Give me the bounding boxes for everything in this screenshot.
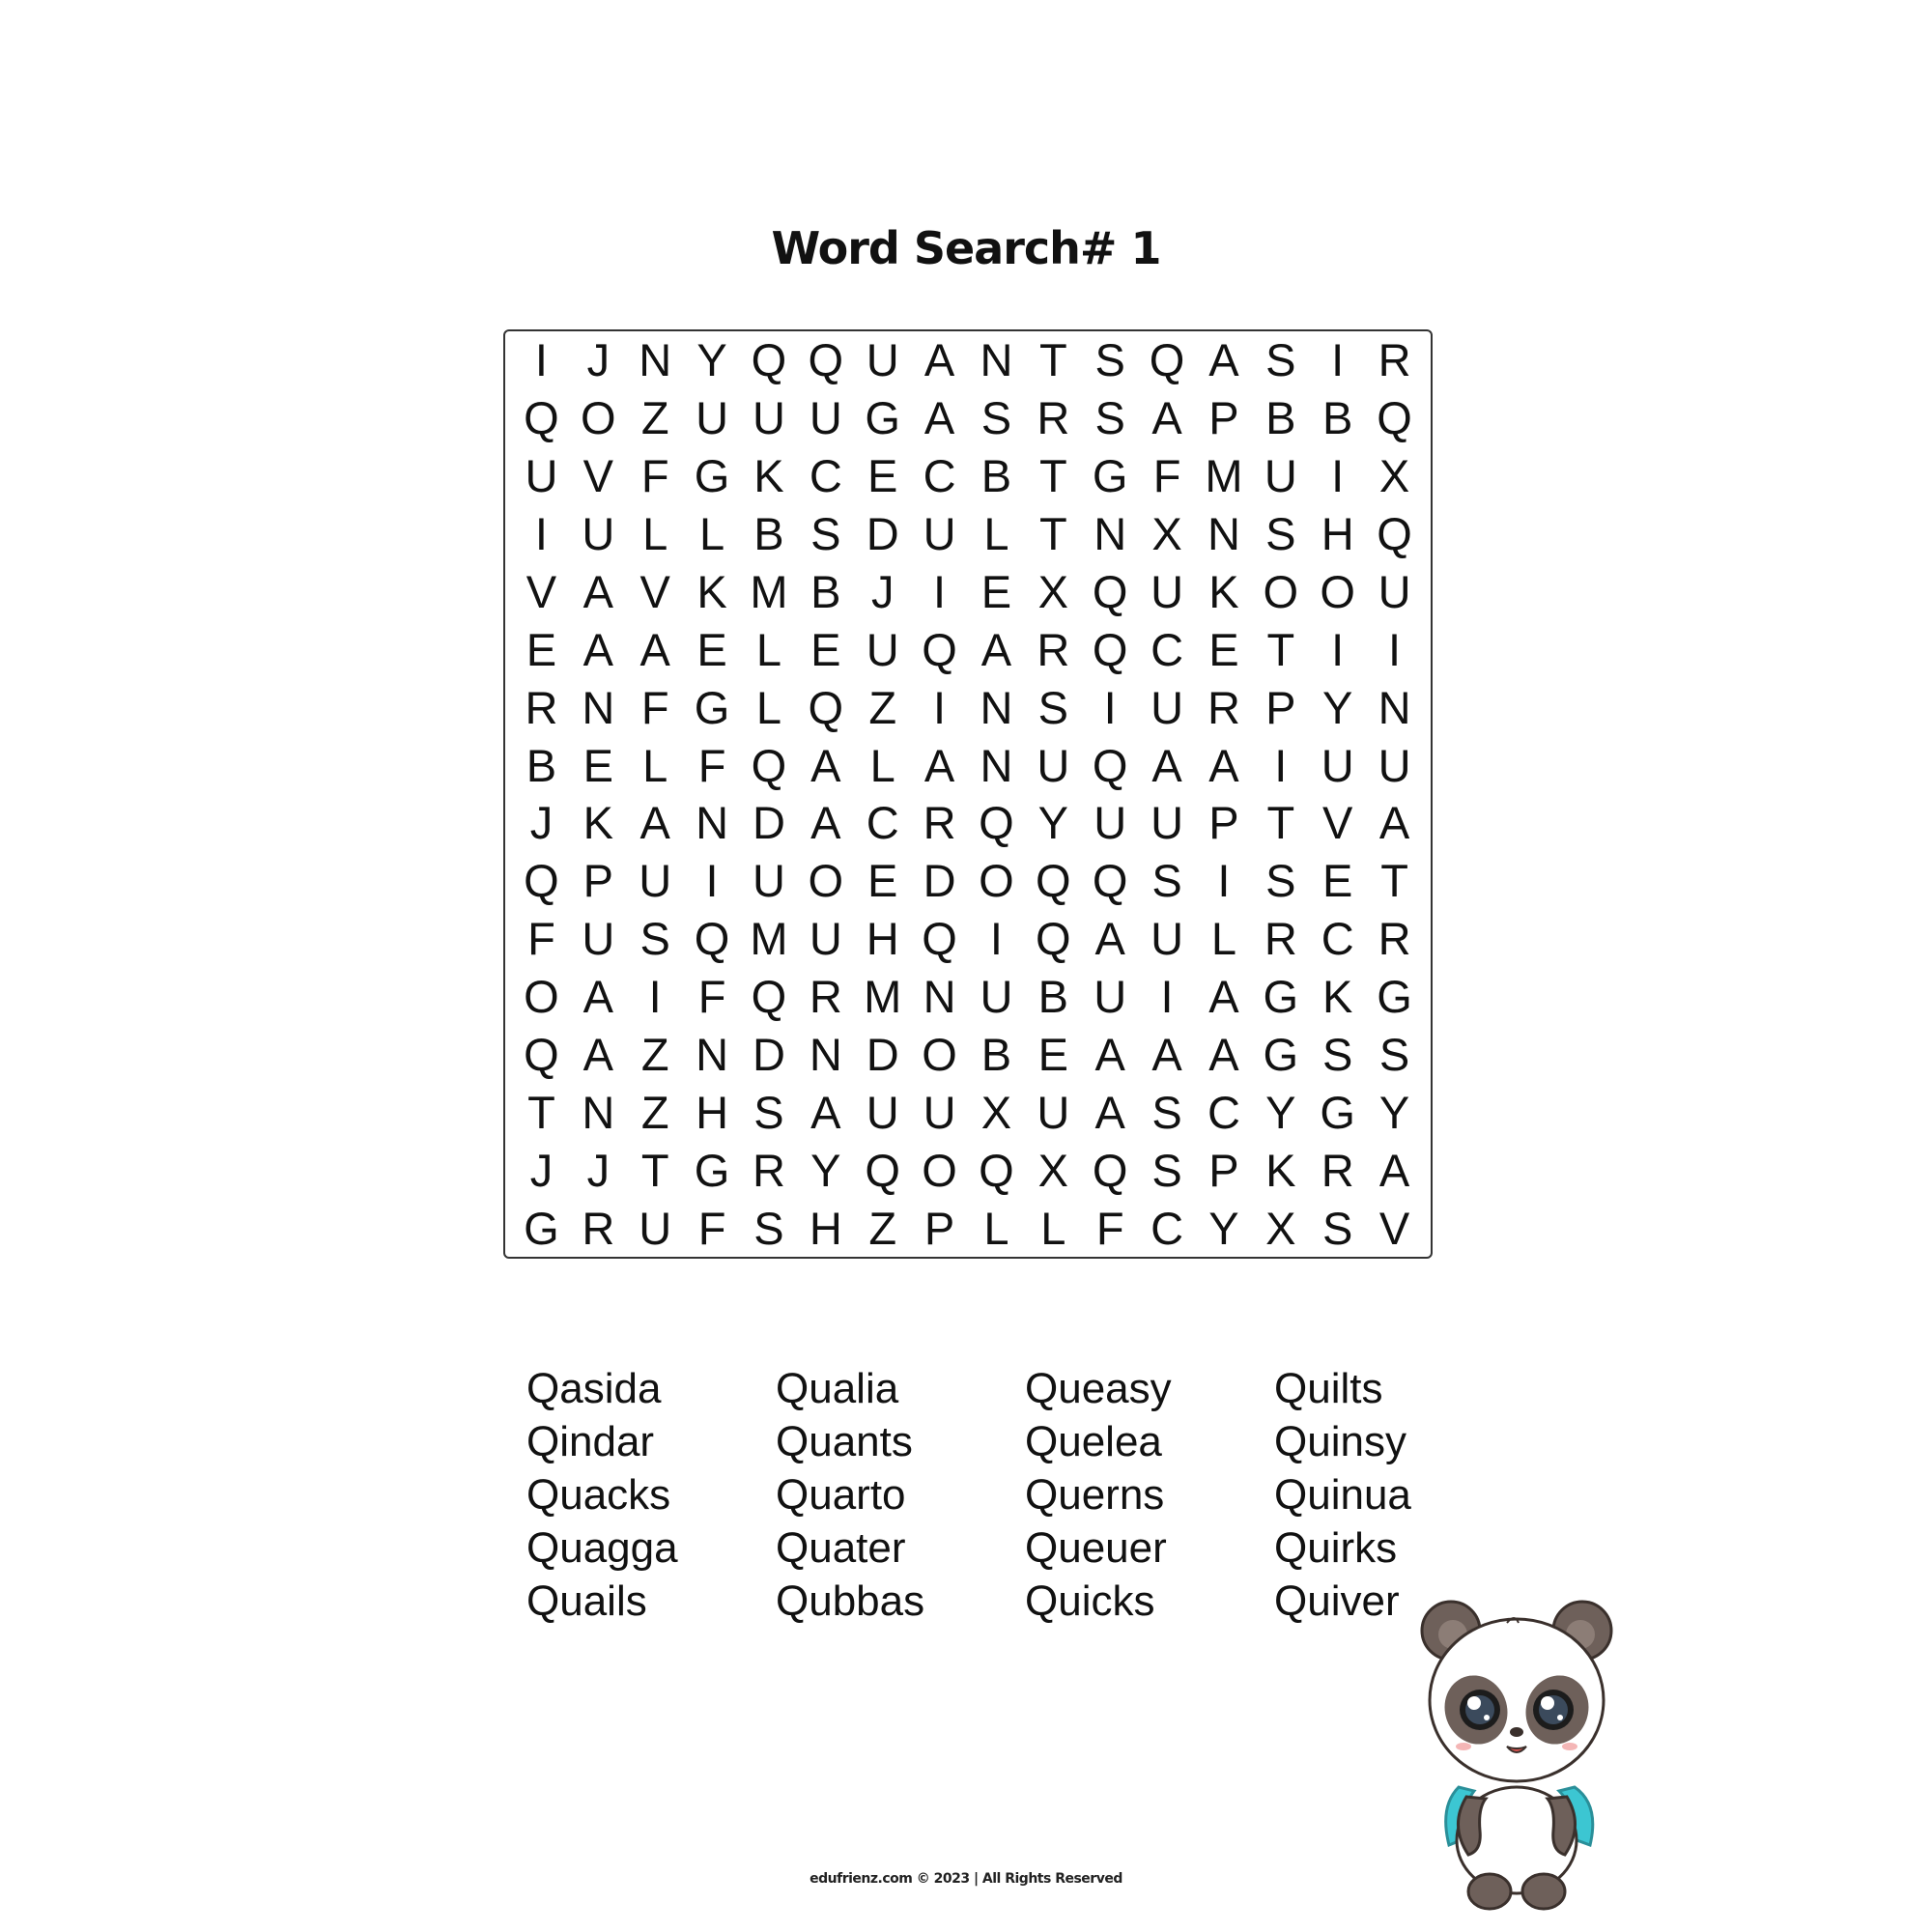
grid-cell: N bbox=[1094, 508, 1127, 560]
grid-cell: S bbox=[1151, 1086, 1182, 1138]
grid-cell: T bbox=[1266, 797, 1295, 849]
grid-cell: R bbox=[1037, 392, 1070, 444]
grid-cell: Z bbox=[868, 1202, 897, 1254]
grid-cell: Q bbox=[808, 681, 844, 733]
word-list-item: Quilts bbox=[1274, 1365, 1383, 1412]
word-list-item: Quater bbox=[776, 1524, 906, 1572]
word-list-item: Queasy bbox=[1025, 1365, 1172, 1412]
grid-cell: B bbox=[1322, 392, 1353, 444]
grid-cell: L bbox=[642, 739, 668, 791]
grid-cell: A bbox=[582, 971, 613, 1023]
word-search-grid bbox=[503, 329, 1433, 1259]
grid-cell: Q bbox=[1092, 855, 1128, 907]
grid-cell: V bbox=[1322, 797, 1353, 849]
word-list-item: Quarto bbox=[776, 1471, 906, 1519]
grid-cell: K bbox=[1322, 971, 1353, 1023]
grid-cell: B bbox=[810, 565, 841, 617]
grid-cell: V bbox=[582, 450, 613, 502]
grid-cell: Q bbox=[524, 855, 559, 907]
grid-cell: S bbox=[1094, 334, 1125, 386]
grid-cell: K bbox=[696, 565, 727, 617]
grid-cell: J bbox=[586, 334, 611, 386]
grid-cell: R bbox=[1378, 334, 1411, 386]
grid-cell: A bbox=[1208, 1028, 1239, 1080]
grid-cell: A bbox=[810, 1086, 841, 1138]
grid-cell: Q bbox=[1149, 334, 1185, 386]
grid-cell: B bbox=[980, 1028, 1012, 1080]
grid-cell: K bbox=[582, 797, 613, 849]
grid-cell: Y bbox=[1037, 797, 1068, 849]
grid-cell: G bbox=[865, 392, 900, 444]
grid-cell: N bbox=[1378, 681, 1411, 733]
grid-cell: U bbox=[752, 392, 785, 444]
grid-cell: U bbox=[1321, 739, 1354, 791]
grid-cell: A bbox=[1378, 797, 1410, 849]
grid-cell: Q bbox=[1092, 623, 1128, 675]
grid-cell: B bbox=[1037, 971, 1068, 1023]
grid-cell: U bbox=[1151, 797, 1184, 849]
grid-cell: Q bbox=[694, 913, 730, 965]
grid-cell: F bbox=[1095, 1202, 1124, 1254]
grid-cell: L bbox=[755, 623, 781, 675]
grid-cell: A bbox=[582, 1028, 613, 1080]
grid-cell: R bbox=[923, 797, 956, 849]
grid-cell: S bbox=[753, 1202, 784, 1254]
grid-cell: Q bbox=[1092, 739, 1128, 791]
grid-cell: P bbox=[1208, 797, 1239, 849]
grid-cell: F bbox=[697, 739, 726, 791]
grid-cell: I bbox=[534, 334, 548, 386]
grid-cell: B bbox=[526, 739, 557, 791]
grid-cell: T bbox=[1266, 623, 1295, 675]
grid-cell: Z bbox=[868, 681, 897, 733]
grid-cell: L bbox=[1210, 913, 1236, 965]
grid-cell: H bbox=[809, 1202, 842, 1254]
grid-cell: J bbox=[529, 797, 554, 849]
grid-cell: G bbox=[1263, 1028, 1299, 1080]
grid-cell: S bbox=[1151, 855, 1182, 907]
grid-cell: T bbox=[640, 1144, 669, 1196]
grid-cell: Q bbox=[865, 1144, 900, 1196]
grid-cell: A bbox=[810, 797, 841, 849]
grid-cell: A bbox=[639, 623, 670, 675]
grid-cell: S bbox=[1378, 1028, 1410, 1080]
grid-cell: E bbox=[980, 565, 1012, 617]
grid-cell: U bbox=[639, 855, 672, 907]
grid-cell: U bbox=[1151, 565, 1184, 617]
grid-cell: D bbox=[752, 1028, 785, 1080]
word-list-item: Qubbas bbox=[776, 1577, 925, 1625]
grid-cell: Q bbox=[1092, 565, 1128, 617]
grid-cell: I bbox=[933, 565, 947, 617]
grid-cell: E bbox=[1208, 623, 1239, 675]
word-list-item: Quants bbox=[776, 1418, 913, 1465]
grid-cell: O bbox=[808, 855, 844, 907]
grid-cell: U bbox=[980, 971, 1013, 1023]
grid-cell: U bbox=[923, 508, 956, 560]
grid-cell: X bbox=[1265, 1202, 1296, 1254]
grid-cell: X bbox=[1037, 565, 1068, 617]
grid-cell: A bbox=[1094, 1028, 1125, 1080]
grid-cell: L bbox=[642, 508, 668, 560]
grid-cell: A bbox=[810, 739, 841, 791]
grid-cell: Y bbox=[1265, 1086, 1296, 1138]
grid-cell: A bbox=[1208, 739, 1239, 791]
grid-cell: U bbox=[809, 392, 842, 444]
grid-cell: R bbox=[1378, 913, 1411, 965]
grid-cell: U bbox=[1378, 565, 1411, 617]
grid-cell: Q bbox=[1377, 392, 1412, 444]
grid-cell: R bbox=[752, 1144, 785, 1196]
word-list-item: Quails bbox=[526, 1577, 647, 1625]
grid-cell: N bbox=[1207, 508, 1240, 560]
grid-cell: I bbox=[1331, 334, 1345, 386]
grid-cell: U bbox=[809, 913, 842, 965]
panda-with-backpack-icon bbox=[1410, 1584, 1623, 1913]
grid-cell: U bbox=[866, 1086, 899, 1138]
grid-cell: B bbox=[753, 508, 784, 560]
grid-cell: O bbox=[979, 855, 1014, 907]
grid-cell: I bbox=[989, 913, 1003, 965]
grid-cell: S bbox=[1037, 681, 1068, 733]
grid-cell: I bbox=[1331, 450, 1345, 502]
grid-cell: G bbox=[524, 1202, 559, 1254]
word-list-item: Quirks bbox=[1274, 1524, 1398, 1572]
grid-cell: T bbox=[1038, 334, 1067, 386]
grid-cell: A bbox=[1094, 1086, 1125, 1138]
grid-cell: C bbox=[809, 450, 842, 502]
grid-cell: F bbox=[527, 913, 555, 965]
grid-cell: R bbox=[1037, 623, 1070, 675]
grid-cell: Y bbox=[696, 334, 727, 386]
grid-cell: N bbox=[582, 681, 615, 733]
grid-cell: K bbox=[1208, 565, 1239, 617]
grid-cell: Q bbox=[922, 623, 957, 675]
grid-cell: U bbox=[1378, 739, 1411, 791]
grid-cell: C bbox=[1151, 623, 1184, 675]
grid-cell: U bbox=[1094, 971, 1127, 1023]
grid-cell: V bbox=[639, 565, 670, 617]
grid-cell: P bbox=[1208, 392, 1239, 444]
grid-cell: A bbox=[1208, 334, 1239, 386]
word-list-item: Qasida bbox=[526, 1365, 662, 1412]
grid-cell: U bbox=[639, 1202, 672, 1254]
grid-cell: X bbox=[1037, 1144, 1068, 1196]
grid-cell: G bbox=[694, 681, 730, 733]
grid-cell: R bbox=[582, 1202, 615, 1254]
grid-cell: R bbox=[1207, 681, 1240, 733]
grid-cell: V bbox=[1378, 1202, 1410, 1254]
grid-cell: F bbox=[640, 450, 669, 502]
grid-cell: U bbox=[525, 450, 558, 502]
grid-cell: E bbox=[582, 739, 613, 791]
grid-cell: A bbox=[923, 739, 955, 791]
grid-cell: S bbox=[753, 1086, 784, 1138]
grid-cell: H bbox=[696, 1086, 729, 1138]
page-title: Word Search# 1 bbox=[771, 222, 1161, 274]
footer-copyright: edufrienz.com © 2023 | All Rights Reserved bbox=[810, 1871, 1122, 1887]
word-list-item: Quacks bbox=[526, 1471, 671, 1519]
grid-cell: T bbox=[1038, 450, 1067, 502]
grid-cell: O bbox=[581, 392, 616, 444]
grid-cell: U bbox=[1264, 450, 1297, 502]
grid-cell: E bbox=[696, 623, 727, 675]
grid-cell: A bbox=[1151, 392, 1182, 444]
grid-cell: Z bbox=[640, 1086, 669, 1138]
grid-cell: P bbox=[1265, 681, 1296, 733]
grid-cell: Q bbox=[751, 971, 787, 1023]
grid-cell: L bbox=[755, 681, 781, 733]
grid-cell: N bbox=[582, 1086, 615, 1138]
word-list-item: Quagga bbox=[526, 1524, 678, 1572]
grid-cell: R bbox=[525, 681, 558, 733]
grid-cell: A bbox=[1151, 739, 1182, 791]
grid-cell: A bbox=[923, 392, 955, 444]
grid-cell: C bbox=[1151, 1202, 1184, 1254]
grid-cell: C bbox=[1321, 913, 1354, 965]
grid-cell: A bbox=[1378, 1144, 1410, 1196]
grid-cell: J bbox=[586, 1144, 611, 1196]
grid-cell: N bbox=[923, 971, 956, 1023]
grid-cell: E bbox=[867, 450, 898, 502]
grid-cell: J bbox=[529, 1144, 554, 1196]
grid-cell: P bbox=[1208, 1144, 1239, 1196]
grid-cell: I bbox=[648, 971, 662, 1023]
grid-cell: Q bbox=[979, 1144, 1014, 1196]
grid-cell: H bbox=[1321, 508, 1354, 560]
word-list-item: Quinsy bbox=[1274, 1418, 1406, 1465]
grid-cell: Y bbox=[810, 1144, 841, 1196]
grid-cell: S bbox=[1265, 508, 1296, 560]
grid-cell: Z bbox=[640, 392, 669, 444]
grid-cell: E bbox=[867, 855, 898, 907]
grid-cell: N bbox=[809, 1028, 842, 1080]
grid-cell: N bbox=[696, 797, 729, 849]
grid-cell: C bbox=[1207, 1086, 1240, 1138]
grid-cell: A bbox=[923, 334, 955, 386]
grid-cell: S bbox=[1322, 1202, 1353, 1254]
word-list-item: Quicks bbox=[1025, 1577, 1155, 1625]
grid-cell: N bbox=[980, 334, 1013, 386]
grid-cell: U bbox=[582, 913, 615, 965]
grid-cell: Y bbox=[1378, 1086, 1410, 1138]
grid-cell: Q bbox=[524, 1028, 559, 1080]
grid-cell: O bbox=[922, 1144, 957, 1196]
grid-cell: Q bbox=[808, 334, 844, 386]
grid-cell: U bbox=[1094, 797, 1127, 849]
grid-cell: Y bbox=[1208, 1202, 1239, 1254]
grid-cell: G bbox=[1092, 450, 1128, 502]
grid-cell: Q bbox=[751, 334, 787, 386]
grid-cell: U bbox=[696, 392, 729, 444]
grid-cell: I bbox=[1103, 681, 1117, 733]
grid-cell: M bbox=[864, 971, 902, 1023]
word-list-item: Qualia bbox=[776, 1365, 899, 1412]
grid-cell: U bbox=[1037, 739, 1070, 791]
grid-cell: A bbox=[1094, 913, 1125, 965]
grid-cell: P bbox=[582, 855, 613, 907]
grid-cell: K bbox=[753, 450, 784, 502]
grid-cell: U bbox=[923, 1086, 956, 1138]
grid-cell: D bbox=[866, 1028, 899, 1080]
grid-cell: E bbox=[1037, 1028, 1068, 1080]
grid-cell: V bbox=[526, 565, 557, 617]
grid-cell: X bbox=[1378, 450, 1410, 502]
grid-cell: Q bbox=[1377, 508, 1412, 560]
grid-cell: L bbox=[869, 739, 895, 791]
grid-cell: R bbox=[809, 971, 842, 1023]
grid-cell: C bbox=[866, 797, 899, 849]
word-list-item: Quiver bbox=[1274, 1577, 1400, 1625]
grid-cell: L bbox=[983, 508, 1009, 560]
grid-cell: G bbox=[694, 450, 730, 502]
grid-cell: U bbox=[582, 508, 615, 560]
grid-cell: A bbox=[980, 623, 1012, 675]
grid-cell: R bbox=[1321, 1144, 1354, 1196]
grid-cell: G bbox=[1263, 971, 1299, 1023]
grid-cell: U bbox=[1151, 913, 1184, 965]
grid-cell: I bbox=[1331, 623, 1345, 675]
grid-cell: O bbox=[922, 1028, 957, 1080]
grid-cell: E bbox=[810, 623, 841, 675]
grid-cell: P bbox=[923, 1202, 955, 1254]
grid-cell: F bbox=[697, 971, 726, 1023]
grid-cell: L bbox=[983, 1202, 1009, 1254]
grid-cell: S bbox=[1265, 334, 1296, 386]
grid-cell: S bbox=[639, 913, 670, 965]
grid-cell: M bbox=[1205, 450, 1243, 502]
grid-cell: I bbox=[933, 681, 947, 733]
grid-cell: J bbox=[870, 565, 895, 617]
grid-cell: Q bbox=[751, 739, 787, 791]
grid-cell: U bbox=[866, 334, 899, 386]
word-list-item: Queuer bbox=[1025, 1524, 1167, 1572]
grid-cell: M bbox=[750, 913, 788, 965]
grid-cell: S bbox=[1265, 855, 1296, 907]
grid-cell: C bbox=[923, 450, 956, 502]
grid-cell: O bbox=[524, 971, 559, 1023]
grid-cell: S bbox=[1094, 392, 1125, 444]
grid-cell: U bbox=[866, 623, 899, 675]
grid-cell: Z bbox=[640, 1028, 669, 1080]
grid-cell: I bbox=[1217, 855, 1231, 907]
grid-cell: E bbox=[526, 623, 557, 675]
grid-cell: S bbox=[980, 392, 1012, 444]
grid-cell: Q bbox=[524, 392, 559, 444]
grid-cell: F bbox=[1152, 450, 1181, 502]
grid-cell: K bbox=[1265, 1144, 1296, 1196]
grid-cell: A bbox=[582, 623, 613, 675]
grid-cell: A bbox=[1151, 1028, 1182, 1080]
grid-cell: N bbox=[980, 681, 1013, 733]
grid-cell: D bbox=[923, 855, 956, 907]
grid-cell: I bbox=[1160, 971, 1174, 1023]
grid-cell: G bbox=[1320, 1086, 1355, 1138]
grid-cell: N bbox=[980, 739, 1013, 791]
grid-cell: Q bbox=[1092, 1144, 1128, 1196]
grid-cell: B bbox=[1265, 392, 1296, 444]
grid-cell: I bbox=[534, 508, 548, 560]
grid-cell: H bbox=[866, 913, 899, 965]
grid-cell: F bbox=[697, 1202, 726, 1254]
word-list-item: Quelea bbox=[1025, 1418, 1162, 1465]
grid-cell: A bbox=[1208, 971, 1239, 1023]
grid-cell: L bbox=[1040, 1202, 1066, 1254]
grid-cell: I bbox=[705, 855, 719, 907]
grid-cell: O bbox=[1320, 565, 1355, 617]
grid-cell: Q bbox=[1036, 913, 1071, 965]
grid-cell: O bbox=[1263, 565, 1299, 617]
grid-cell: N bbox=[696, 1028, 729, 1080]
grid-cell: X bbox=[1151, 508, 1182, 560]
grid-cell: S bbox=[1322, 1028, 1353, 1080]
word-list-item: Qindar bbox=[526, 1418, 655, 1465]
grid-cell: X bbox=[980, 1086, 1012, 1138]
grid-cell: Q bbox=[922, 913, 957, 965]
grid-cell: D bbox=[866, 508, 899, 560]
grid-cell: U bbox=[752, 855, 785, 907]
grid-cell: G bbox=[1377, 971, 1412, 1023]
grid-cell: Q bbox=[979, 797, 1014, 849]
grid-cell: D bbox=[752, 797, 785, 849]
grid-cell: Q bbox=[1036, 855, 1071, 907]
grid-cell: L bbox=[698, 508, 725, 560]
grid-cell: I bbox=[1274, 739, 1288, 791]
word-list bbox=[526, 1362, 1531, 1628]
grid-cell: A bbox=[639, 797, 670, 849]
word-list-item: Querns bbox=[1025, 1471, 1165, 1519]
grid-cell: A bbox=[582, 565, 613, 617]
grid-cell: N bbox=[639, 334, 672, 386]
grid-cell: S bbox=[1151, 1144, 1182, 1196]
grid-cell: T bbox=[1380, 855, 1408, 907]
grid-cell: S bbox=[810, 508, 841, 560]
grid-cell: R bbox=[1264, 913, 1297, 965]
grid-cell: E bbox=[1322, 855, 1353, 907]
grid-cell: M bbox=[750, 565, 788, 617]
grid-cell: U bbox=[1151, 681, 1184, 733]
grid-cell: I bbox=[1388, 623, 1402, 675]
grid-cell: G bbox=[694, 1144, 730, 1196]
grid-cell: U bbox=[1037, 1086, 1070, 1138]
grid-cell: F bbox=[640, 681, 669, 733]
grid-cell: T bbox=[1038, 508, 1067, 560]
grid-cell: B bbox=[980, 450, 1012, 502]
grid-cell: Y bbox=[1322, 681, 1353, 733]
word-list-item: Quinua bbox=[1274, 1471, 1411, 1519]
grid-cell: T bbox=[527, 1086, 555, 1138]
